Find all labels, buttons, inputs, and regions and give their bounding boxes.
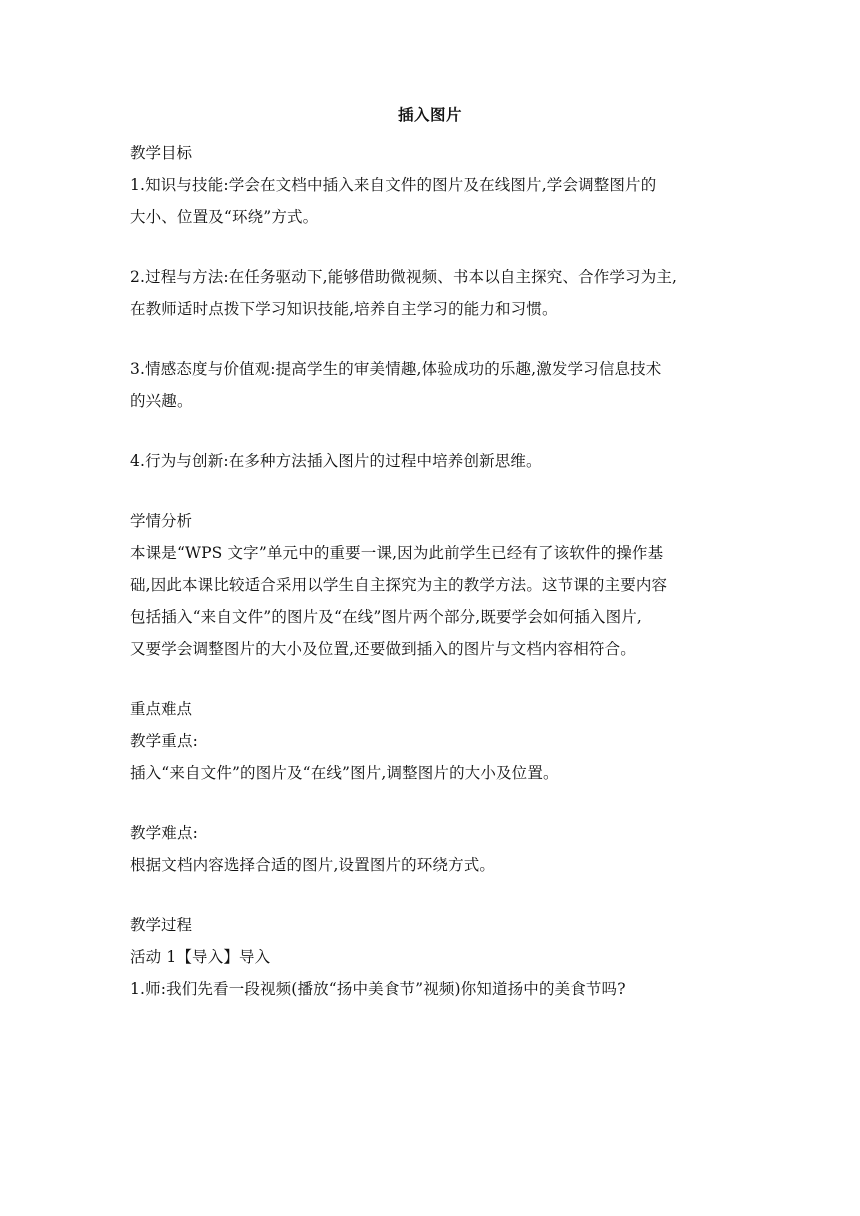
objective-1-line-1: 1.知识与技能:学会在文档中插入来自文件的图片及在线图片,学会调整图片的 (130, 176, 657, 194)
section-heading-objectives: 教学目标 (130, 144, 193, 162)
objective-3-line-2: 的兴趣。 (130, 392, 193, 410)
analysis-line-3: 包括插入“来自文件”的图片及“在线”图片两个部分,既要学会如何插入图片, (130, 608, 642, 626)
process-block (130, 941, 730, 1005)
objective-4-line-1: 4.行为与创新:在多种方法插入图片的过程中培养创新思维。 (130, 452, 542, 470)
objective-1-line-2: 大小、位置及“环绕”方式。 (130, 208, 319, 226)
objective-2-line-2: 在教师适时点拨下学习知识技能,培养自主学习的能力和习惯。 (130, 300, 558, 318)
focus-text: 插入“来自文件”的图片及“在线”图片,调整图片的大小及位置。 (130, 764, 559, 782)
analysis-line-1: 本课是“WPS 文字”单元中的重要一课,因为此前学生已经有了该软件的操作基 (130, 544, 664, 562)
difficulty-text: 根据文档内容选择合适的图片,设置图片的环绕方式。 (130, 856, 496, 874)
difficulty-label: 教学难点: (130, 824, 198, 842)
objective-2-line-1: 2.过程与方法:在任务驱动下,能够借助微视频、书本以自主探究、合作学习为主, (130, 268, 678, 286)
focus-label: 教学重点: (130, 732, 198, 750)
difficulty-block (130, 817, 730, 881)
objective-item-4 (130, 445, 730, 477)
process-step-1: 1.师:我们先看一段视频(播放“扬中美食节”视频)你知道扬中的美食节吗? (130, 980, 626, 998)
focus-block (130, 725, 730, 789)
section-heading-analysis: 学情分析 (130, 512, 193, 530)
section-heading-key-points: 重点难点 (130, 700, 193, 718)
objective-item-1 (130, 169, 730, 233)
objective-item-2 (130, 261, 730, 325)
objective-3-line-1: 3.情感态度与价值观:提高学生的审美情趣,体验成功的乐趣,激发学习信息技术 (130, 360, 662, 378)
objective-item-3 (130, 353, 730, 417)
analysis-line-4: 又要学会调整图片的大小及位置,还要做到插入的图片与文档内容相符合。 (130, 640, 636, 658)
document-body (130, 103, 730, 1005)
analysis-paragraph (130, 537, 730, 665)
analysis-line-2: 础,因此本课比较适合采用以学生自主探究为主的教学方法。这节课的主要内容 (130, 576, 668, 594)
section-heading-process: 教学过程 (130, 916, 193, 934)
activity-title: 活动 1【导入】导入 (130, 948, 271, 966)
document-title: 插入图片 (397, 106, 462, 124)
